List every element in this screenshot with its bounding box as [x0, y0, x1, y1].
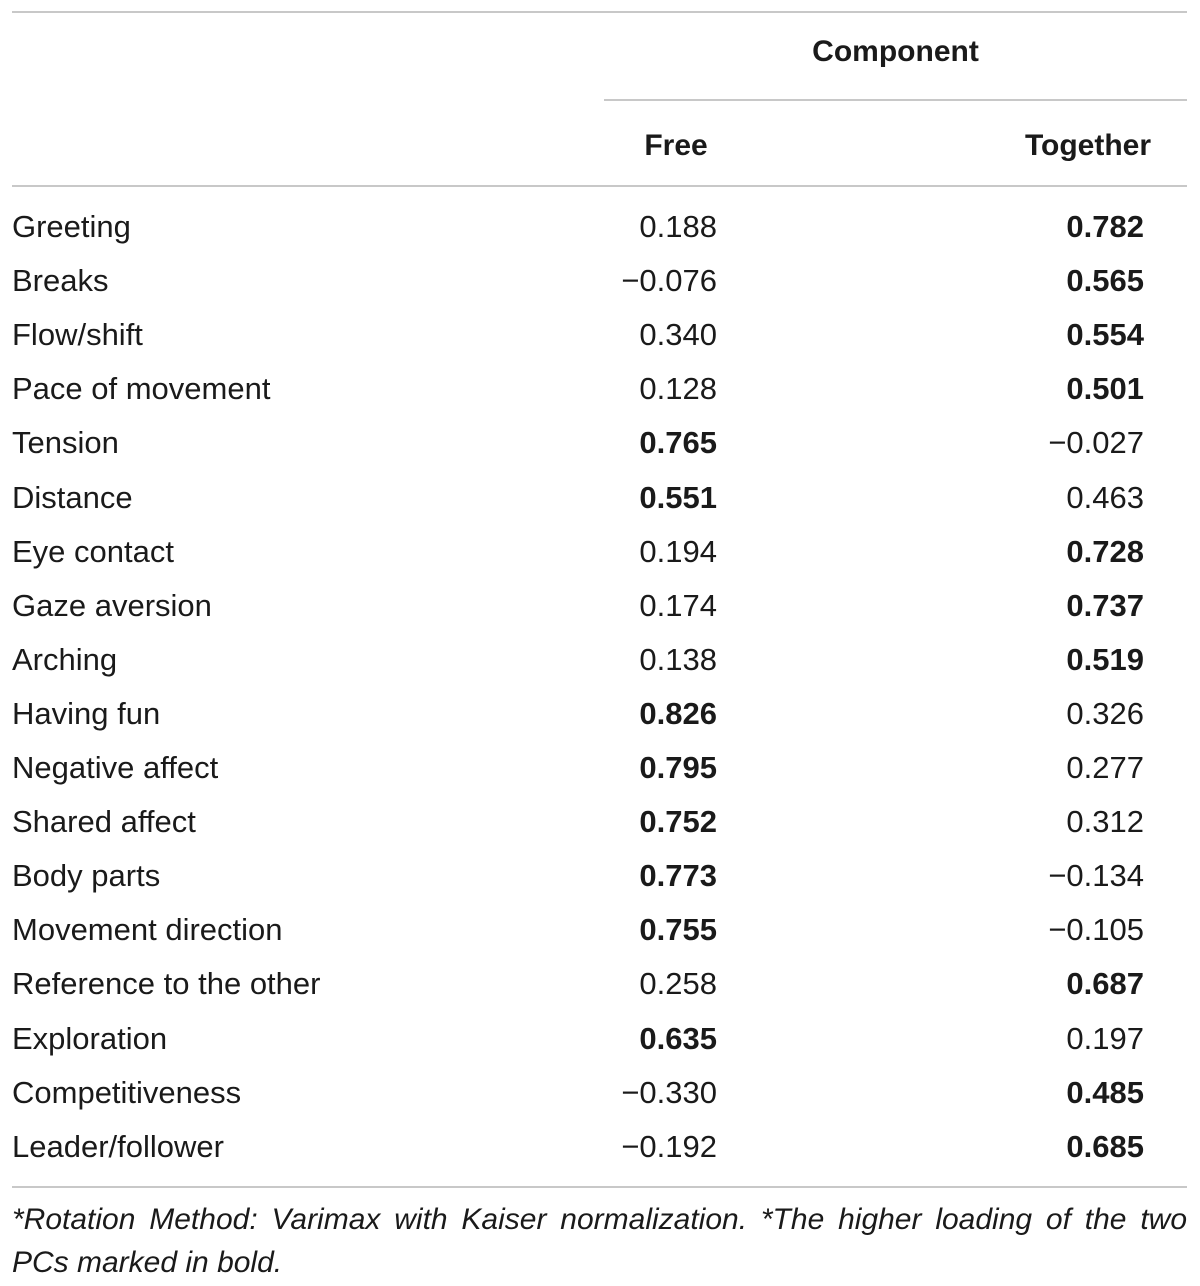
free-loading: 0.755 — [639, 912, 717, 948]
table-row — [0, 254, 1200, 308]
table-row — [0, 849, 1200, 903]
row-label: Eye contact — [12, 533, 174, 569]
together-loading: 0.782 — [1066, 209, 1144, 244]
together-loading: 0.326 — [1066, 695, 1144, 731]
together-loading: 0.501 — [1066, 371, 1144, 407]
table-row — [0, 1012, 1200, 1066]
together-loading: −0.027 — [1048, 425, 1144, 461]
row-label: Body parts — [12, 858, 161, 894]
free-loading: −0.330 — [621, 1074, 717, 1110]
free-loading: 0.795 — [639, 750, 717, 785]
row-label: Gaze aversion — [12, 587, 212, 623]
table-row — [0, 416, 1200, 470]
row-label: Reference to the other — [12, 966, 321, 1002]
free-loading: 0.340 — [639, 317, 717, 353]
together-loading: 0.277 — [1066, 750, 1144, 785]
column-header-free: Free — [644, 129, 708, 162]
together-loading: 0.565 — [1066, 263, 1144, 299]
together-loading: 0.485 — [1066, 1074, 1144, 1110]
together-loading: 0.687 — [1066, 966, 1144, 1002]
table-row — [0, 957, 1200, 1011]
table-row — [0, 525, 1200, 579]
row-label: Movement direction — [12, 912, 283, 948]
free-loading: 0.138 — [639, 641, 717, 677]
row-label: Negative affect — [12, 750, 219, 785]
free-loading: 0.194 — [639, 533, 717, 569]
row-label: Having fun — [12, 695, 161, 731]
free-loading: 0.752 — [639, 804, 717, 840]
table-footnote: *Rotation Method: Varimax with Kaiser normalization. *The higher loading of the two PCs marked in bold. — [12, 1203, 1187, 1279]
together-loading: 0.519 — [1066, 641, 1144, 677]
table-row — [0, 200, 1200, 254]
table-row — [0, 1120, 1200, 1174]
column-header-together: Together — [1024, 129, 1152, 162]
table-bottom-rule — [12, 1186, 1187, 1188]
free-loading: −0.192 — [621, 1128, 717, 1164]
together-loading: 0.312 — [1066, 804, 1144, 840]
header-rule — [12, 185, 1187, 187]
free-loading: 0.174 — [639, 587, 717, 623]
table-row — [0, 1066, 1200, 1120]
together-loading: 0.728 — [1066, 533, 1144, 569]
column-group-header: Component — [812, 35, 979, 68]
row-label: Pace of movement — [12, 371, 271, 407]
row-label: Greeting — [12, 209, 131, 244]
table-row — [0, 471, 1200, 525]
free-loading: 0.773 — [639, 858, 717, 894]
together-loading: −0.105 — [1048, 912, 1144, 948]
together-loading: 0.554 — [1066, 317, 1144, 353]
table-row — [0, 308, 1200, 362]
row-label: Leader/follower — [12, 1128, 224, 1164]
free-loading: −0.076 — [621, 263, 717, 299]
free-loading: 0.635 — [639, 1020, 717, 1056]
together-loading: 0.737 — [1066, 587, 1144, 623]
together-loading: 0.197 — [1066, 1020, 1144, 1056]
row-label: Shared affect — [12, 804, 196, 840]
free-loading: 0.128 — [639, 371, 717, 407]
together-loading: 0.685 — [1066, 1128, 1144, 1164]
free-loading: 0.765 — [639, 425, 717, 461]
together-loading: 0.463 — [1066, 479, 1144, 515]
row-label: Competitiveness — [12, 1074, 242, 1110]
table-row — [0, 741, 1200, 795]
table-row — [0, 687, 1200, 741]
row-label: Arching — [12, 641, 118, 677]
together-loading: −0.134 — [1048, 858, 1144, 894]
free-loading: 0.826 — [639, 695, 717, 731]
table-row — [0, 579, 1200, 633]
row-label: Flow/shift — [12, 317, 143, 353]
free-loading: 0.551 — [639, 479, 717, 515]
table-row — [0, 362, 1200, 416]
table-row — [0, 903, 1200, 957]
table-row — [0, 633, 1200, 687]
table-top-rule — [12, 11, 1187, 13]
row-label: Exploration — [12, 1020, 168, 1056]
row-label: Distance — [12, 479, 133, 515]
table-row — [0, 795, 1200, 849]
row-label: Breaks — [12, 263, 109, 299]
column-group-rule — [604, 99, 1187, 101]
row-label: Tension — [12, 425, 119, 461]
free-loading: 0.188 — [639, 209, 717, 244]
free-loading: 0.258 — [639, 966, 717, 1002]
